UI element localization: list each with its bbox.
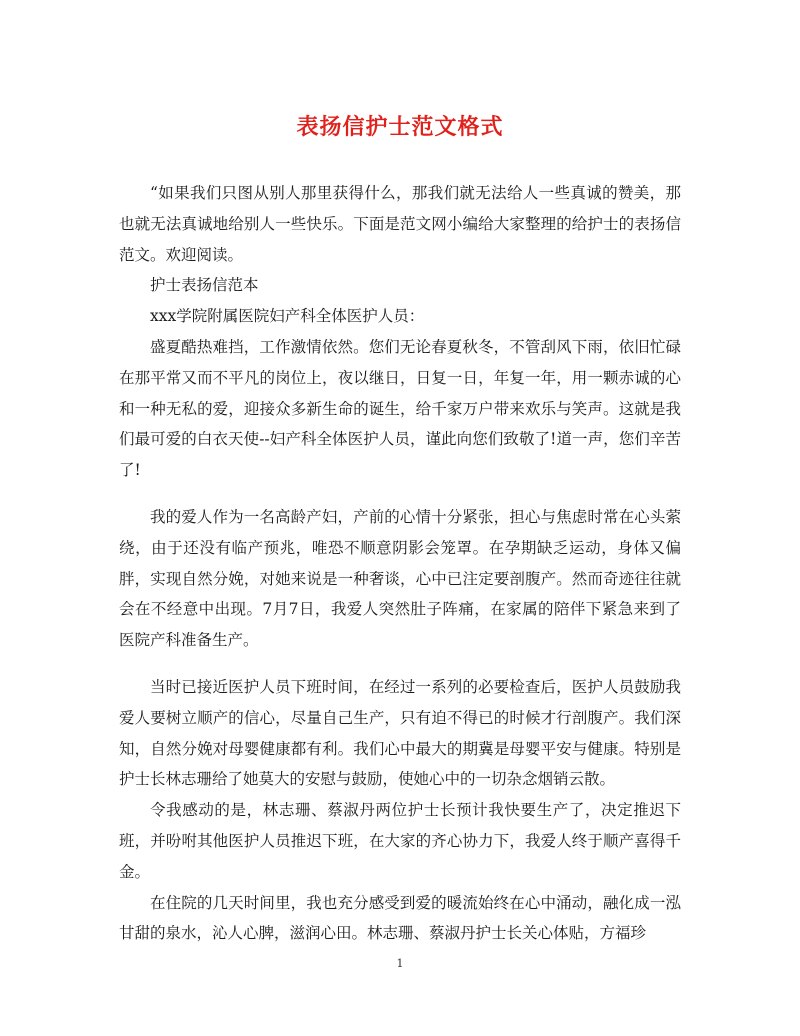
body-paragraph: 盛夏酷热难挡，工作激情依然。您们无论春夏秋冬，不管刮风下雨，依旧忙碌在那平常又而不平凡的岗位上，夜以继日，日复一日，年复一年，用一颗赤诚的心和一种无私的爱，迎接众多新生命的诞生，给千家万户带来欢乐与笑声。这就是我们最可爱的白衣天使--妇产科全体医护人员，谨此向您们致敬了!道一声，您们辛苦了! [119,337,681,480]
document-body [119,178,681,949]
page-number: 1 [396,957,404,970]
section-heading: 护士表扬信范本 [150,276,259,295]
intro-paragraph: “如果我们只图从别人那里获得什么，那我们就无法给人一些真诚的赞美，那也就无法真诚地给别人一些快乐。下面是范文网小编给大家整理的给护士的表扬信范文。欢迎阅读。 [119,184,681,264]
salutation: xxx学院附属医院妇产科全体医护人员： [150,307,425,326]
document-title: 表扬信护士范文格式 [296,114,504,140]
body-paragraph: 在住院的几天时间里，我也充分感受到爱的暖流始终在心中涌动，融化成一泓甘甜的泉水，沁人心脾，滋润心田。林志珊、蔡淑丹护士长关心体贴，方福珍 [119,893,681,943]
body-paragraph: 当时已接近医护人员下班时间，在经过一系列的必要检查后，医护人员鼓励我爱人要树立顺产的信心，尽量自己生产，只有迫不得已的时候才行剖腹产。我们深知，自然分娩对母婴健康都有利。我们心中最大的期冀是母婴平安与健康。特别是护士长林志珊给了她莫大的安慰与鼓励，使她心中的一切杂念烟销云散。 [119,677,681,789]
body-paragraph: 令我感动的是，林志珊、蔡淑丹两位护士长预计我快要生产了，决定推迟下班，并吩咐其他医护人员推迟下班，在大家的齐心协力下，我爱人终于顺产喜得千金。 [119,801,681,881]
body-paragraph: 我的爱人作为一名高龄产妇，产前的心情十分紧张，担心与焦虑时常在心头萦绕，由于还没有临产预兆，唯恐不顺意阴影会笼罩。在孕期缺乏运动，身体又偏胖，实现自然分娩，对她来说是一种奢谈，心中已注定要剖腹产。然而奇迹往往就会在不经意中出现。7月7日，我爱人突然肚子阵痛，在家属的陪伴下紧急来到了医院产科准备生产。 [119,507,681,650]
